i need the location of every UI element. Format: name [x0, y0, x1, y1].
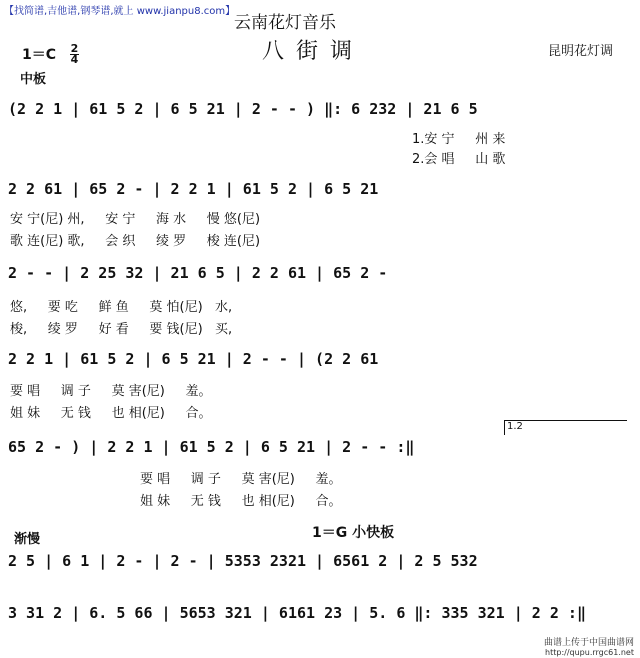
lyrics-line-1b: 2.会 唱 山 歌	[412, 152, 506, 167]
score-line-5: 65 2 - ) | 2 2 1 | 61 5 2 | 6 5 21 | 2 - - :‖	[8, 438, 415, 456]
author-label: 昆明花灯调	[548, 44, 614, 59]
time-signature	[70, 44, 79, 65]
lyrics-line-1a: 1.安 宁 州 来	[412, 132, 506, 147]
score-line-1: (2 2 1 | 61 5 2 | 6 5 21 | 2 - - ) ‖: 6 232 | 21 6 5	[8, 100, 478, 118]
song-subtitle: 八街调	[262, 39, 365, 64]
score-line-2: 2 2 61 | 65 2 - | 2 2 1 | 61 5 2 | 6 5 21	[8, 180, 379, 198]
page-title: 云南花灯音乐	[234, 13, 336, 33]
volta-bracket: 1.2	[504, 420, 627, 435]
lyrics-line-3a: 悠, 要 吃 鲜 鱼 莫 怕(尼) 水,	[10, 300, 233, 315]
tempo-marking: 中板	[20, 72, 47, 87]
key-signature: 1＝C	[22, 47, 57, 63]
lyrics-line-4a: 要 唱 调 子 莫 害(尼) 羞。	[10, 384, 212, 399]
score-line-3: 2 - - | 2 25 32 | 21 6 5 | 2 2 61 | 65 2 -	[8, 264, 388, 282]
lyrics-line-4b: 姐 妹 无 钱 也 相(尼) 合。	[10, 406, 212, 421]
score-line-6: 2 5 | 6 1 | 2 - | 2 - | 5353 2321 | 6561 2 | 2 5 532	[8, 552, 478, 570]
lyrics-line-5b: 姐 妹 无 钱 也 相(尼) 合。	[140, 494, 342, 509]
score-line-4: 2 2 1 | 61 5 2 | 6 5 21 | 2 - - | (2 2 61	[8, 350, 379, 368]
footer-line-1: 曲谱上传于中国曲谱网	[543, 638, 634, 648]
lyrics-line-3b: 梭, 绫 罗 好 看 要 钱(尼) 买,	[10, 322, 233, 337]
footer-line-2: http://qupu.rrgc61.net	[545, 648, 634, 657]
score-line-7: 3 31 2 | 6. 5 66 | 5653 321 | 6161 23 | 5. 6 ‖: 335 321 | 2 2 :‖	[8, 604, 586, 622]
time-top: 2	[70, 42, 79, 55]
key-change-marking: 1＝G 小快板	[312, 525, 395, 541]
lyrics-line-2a: 安 宁(尼) 州, 安 宁 海 水 慢 悠(尼)	[10, 212, 261, 227]
ritardando-marking: 渐慢	[14, 532, 41, 547]
lyrics-line-5a: 要 唱 调 子 莫 害(尼) 羞。	[140, 472, 342, 487]
lyrics-line-2b: 歌 连(尼) 歌, 会 织 绫 罗 梭 连(尼)	[10, 234, 261, 249]
time-bottom: 4	[70, 53, 79, 66]
watermark-text: 【找简谱,吉他谱,钢琴谱,就上 www.jianpu8.com】	[4, 6, 236, 17]
